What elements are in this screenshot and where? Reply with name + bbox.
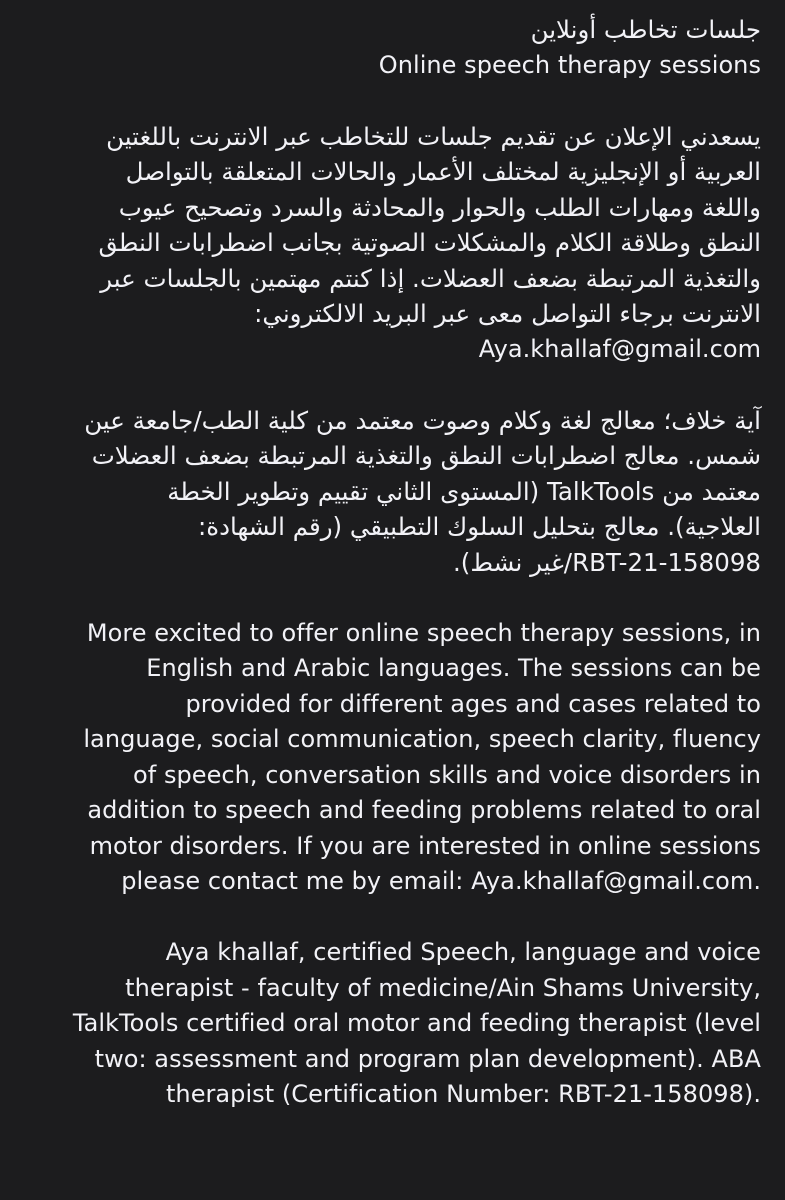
text-line: معتمد من TalkTools (المستوى الثاني تقييم وتطوير الخطة [167, 476, 761, 506]
text-line: motor disorders. If you are interested in online sessions [89, 831, 761, 860]
text-line: More excited to offer online speech therapy sessions, in [86, 618, 761, 647]
text-line: therapist (Certification Number: RBT-21-158098). [165, 1080, 761, 1108]
text-line: آية خلاف؛ معالج لغة وكلام وصوت معتمد من كلية الطب/جامعة عين [84, 405, 761, 435]
text-line: please contact me by email: Aya.khallaf@gmail.com. [121, 867, 761, 895]
text-line: الانترنت برجاء التواصل معى عبر البريد الالكتروني: [254, 299, 761, 328]
paragraph-gap [24, 580, 761, 616]
text-line: English and Arabic languages. The sessions can be [146, 654, 761, 682]
text-line: TalkTools certified oral motor and feeding therapist (level [72, 1009, 761, 1037]
text-line: Aya khallaf, certified Speech, language and voice [165, 938, 761, 966]
text-line: of speech, conversation skills and voice disorders in [133, 760, 761, 789]
title-arabic: جلسات تخاطب أونلاين [530, 15, 761, 44]
text-line: واللغة ومهارات الطلب والحوار والمحادثة والسرد وتصحيح عيوب [118, 192, 761, 222]
title-english: Online speech therapy sessions [378, 50, 761, 79]
note-body [24, 12, 761, 1113]
text-line: يسعدني الإعلان عن تقديم جلسات للتخاطب عبر الانترنت باللغتين [106, 121, 761, 151]
email-text: Aya.khallaf@gmail.com [478, 334, 761, 363]
paragraph-gap [24, 900, 761, 936]
text-line: العلاجية). معالج بتحليل السلوك التطبيقي (رقم الشهادة: [198, 512, 761, 541]
text-line: therapist - faculty of medicine/Ain Shams University, [125, 973, 761, 1002]
english-announcement-paragraph [24, 616, 761, 900]
arabic-bio-paragraph [24, 403, 761, 581]
text-line: شمس. معالج اضطرابات النطق والتغذية المرتبطة بضعف العضلات [91, 441, 761, 470]
text-line: addition to speech and feeding problems related to oral [87, 796, 761, 824]
text-line: العربية أو الإنجليزية لمختلف الأعمار والحالات المتعلقة بالتواصل [125, 157, 761, 186]
text-line: النطق وطلاقة الكلام والمشكلات الصوتية بجانب اضطرابات النطق [98, 228, 761, 257]
arabic-announcement-paragraph [24, 119, 761, 368]
paragraph-gap [24, 83, 761, 119]
english-bio-paragraph [24, 935, 761, 1113]
text-line: والتغذية المرتبطة بضعف العضلات. إذا كنتم مهتمين بالجلسات عبر [100, 263, 761, 293]
text-line: two: assessment and program plan development). ABA [94, 1044, 761, 1073]
text-line: RBT-21-158098/غير نشط). [453, 547, 761, 577]
paragraph-gap [24, 367, 761, 403]
text-line: language, social communication, speech clarity, fluency [83, 725, 761, 753]
text-line: provided for different ages and cases related to [185, 689, 761, 718]
